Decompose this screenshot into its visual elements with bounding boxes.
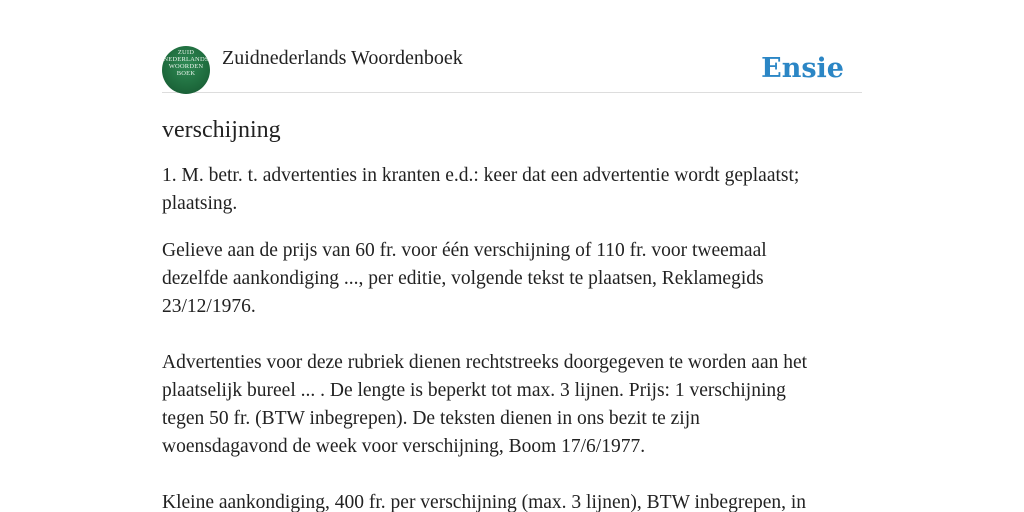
example-quote <box>162 349 872 461</box>
example-line: tegen 50 fr. (BTW inbegrepen). De teksten dienen in ons bezit te zijn <box>162 408 700 429</box>
example-line: 23/12/1976. <box>162 296 256 317</box>
example-line: Advertenties voor deze rubriek dienen rechtstreeks doorgegeven te worden aan het <box>162 352 808 373</box>
site-header <box>162 46 862 93</box>
example-line: dezelfde aankondiging ..., per editie, volgende tekst te plaatsen, Reklamegids <box>162 268 764 289</box>
logo-text <box>162 49 210 77</box>
definition-line: plaatsing. <box>162 193 238 214</box>
example-line: woensdagavond de week voor verschijning, Boom 17/6/1977. <box>162 436 646 457</box>
logo-line: ZUID <box>177 49 195 56</box>
page-title: verschijning <box>162 117 281 143</box>
example-line: Gelieve aan de prijs van 60 fr. voor één verschijning of 110 fr. voor tweemaal <box>162 240 767 261</box>
logo-line: BOEK <box>176 70 196 77</box>
site-logo[interactable] <box>162 46 210 94</box>
ensie-brand-link[interactable]: Ensie <box>761 53 844 84</box>
site-title-link[interactable]: Zuidnederlands Woordenboek <box>222 47 463 69</box>
definition <box>162 162 872 218</box>
example-quote <box>162 489 872 512</box>
definition-line: 1. M. betr. t. advertenties in kranten e.d.: keer dat een advertentie wordt geplaatst; <box>162 165 800 186</box>
example-quote <box>162 237 872 321</box>
example-line: Kleine aankondiging, 400 fr. per verschijning (max. 3 lijnen), BTW inbegrepen, in <box>162 492 807 512</box>
logo-line: NEDERLANDS <box>163 56 209 63</box>
example-line: plaatselijk bureel ... . De lengte is beperkt tot max. 3 lijnen. Prijs: 1 verschijning <box>162 380 786 401</box>
entry-content <box>162 112 872 512</box>
logo-line: WOORDEN <box>168 63 204 70</box>
